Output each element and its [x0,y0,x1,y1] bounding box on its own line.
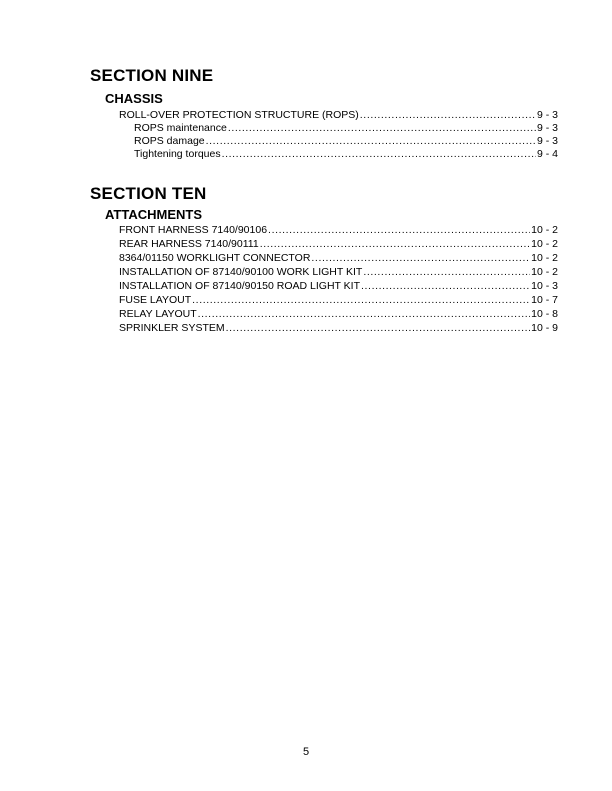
toc-entry-road-light-kit[interactable] [119,279,558,294]
toc-dot-leader [222,147,536,162]
toc-entry-page: 10 - 7 [531,294,558,306]
toc-entry-page: 10 - 2 [531,224,558,236]
toc-entry-label: INSTALLATION OF 87140/90100 WORK LIGHT KIT [119,266,363,278]
toc-entry-label: RELAY LAYOUT [119,308,197,320]
toc-entry-label: 8364/01150 WORKLIGHT CONNECTOR [119,252,311,264]
toc-entry-label: SPRINKLER SYSTEM [119,322,225,334]
toc-entry-label: ROPS maintenance [134,122,227,134]
toc-entry-page: 9 - 3 [536,135,558,147]
toc-entry-worklight-connector[interactable] [119,251,558,266]
toc-entry-label: ROLL-OVER PROTECTION STRUCTURE (ROPS) [119,109,359,121]
toc-entry-work-light-kit[interactable] [119,265,558,280]
toc-entry-label: INSTALLATION OF 87140/90150 ROAD LIGHT KIT [119,280,361,292]
toc-entry-tightening-torques[interactable] [134,147,558,162]
toc-dot-leader [311,251,530,266]
toc-dot-leader [198,307,531,322]
toc-entry-label: ROPS damage [134,135,205,147]
toc-entry-relay-layout[interactable] [119,307,558,322]
chassis-heading: CHASSIS [105,91,163,106]
toc-entry-page: 9 - 4 [536,148,558,160]
toc-entry-page: 9 - 3 [536,122,558,134]
page-number: 5 [302,746,310,758]
toc-entry-page: 10 - 2 [531,238,558,250]
toc-entry-front-harness[interactable] [119,223,558,238]
toc-entry-label: FUSE LAYOUT [119,294,192,306]
toc-entry-page: 10 - 3 [531,280,558,292]
toc-entry-rear-harness[interactable] [119,237,558,252]
toc-dot-leader [268,223,530,238]
toc-dot-leader [363,265,530,280]
toc-entry-page: 10 - 2 [531,266,558,278]
toc-entry-page: 10 - 8 [531,308,558,320]
toc-entry-page: 10 - 9 [531,322,558,334]
toc-entry-sprinkler-system[interactable] [119,321,558,336]
toc-entry-page: 9 - 3 [536,109,558,121]
toc-dot-leader [361,279,530,294]
toc-dot-leader [226,321,531,336]
toc-dot-leader [192,293,530,308]
toc-entry-fuse-layout[interactable] [119,293,558,308]
section-nine-title: SECTION NINE [90,66,214,85]
toc-dot-leader [260,237,530,252]
toc-entry-label: Tightening torques [134,148,221,160]
toc-entry-page: 10 - 2 [531,252,558,264]
toc-entry-label: REAR HARNESS 7140/90111 [119,238,259,250]
attachments-heading: ATTACHMENTS [105,207,203,222]
section-ten-title: SECTION TEN [90,184,207,203]
toc-entry-label: FRONT HARNESS 7140/90106 [119,224,268,236]
